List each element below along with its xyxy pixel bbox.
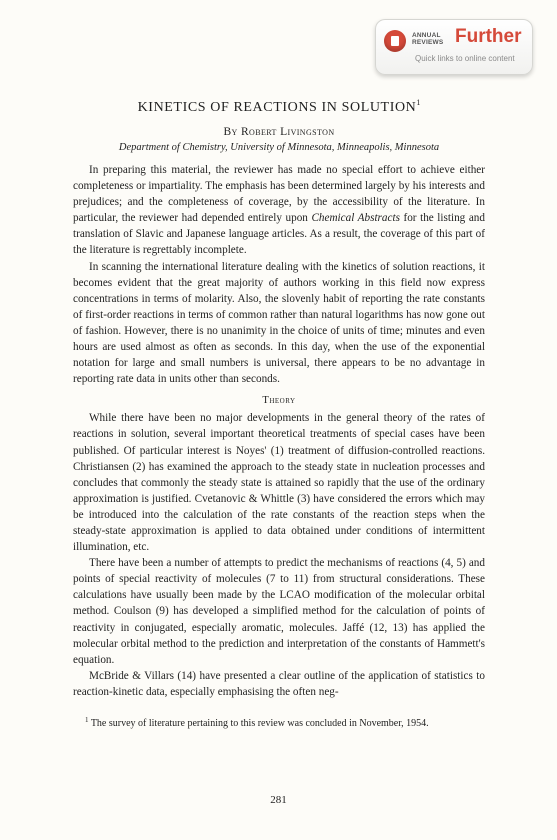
document-icon <box>384 30 406 52</box>
affiliation: Department of Chemistry, University of Minnesota, Minneapolis, Minnesota <box>118 142 440 153</box>
title-footnote-mark: 1 <box>416 98 421 107</box>
p1-text-a: In preparing this material, the reviewer has made no special effort to achieve either completeness or impartiality. The emphasis has been determined largely by his interests and prejudices; and the completeness of coverage, by the accessibility of the literature. In particular, the reviewer had depended entirely upon <box>73 164 485 225</box>
article-body <box>73 94 485 731</box>
further-badge[interactable] <box>375 19 533 75</box>
badge-subtitle: Quick links to online content <box>415 54 515 63</box>
paragraph-5: McBride & Villars (14) have presented a clear outline of the application of statistics to reaction-kinetic data, especially emphasising the often neg- <box>73 669 485 698</box>
footnote-text: The survey of literature pertaining to this review was concluded in November, 1954. <box>88 718 429 729</box>
badge-label: Further <box>455 26 522 47</box>
footnote <box>73 713 485 731</box>
paragraph-4: There have been a number of attempts to predict the mechanisms of reactions (4, 5) and points of special reactivity of molecules (7 to 11) from structural considerations. These calculations have usually been made by the LCAO modification of the molecular orbital method. Coulson (9) has developed a simplified method for the calculation of points of reactivity in conjugated, especially aromatic, molecules. Jaffé (12, 13) has applied the molecular orbital method to the prediction and interpretation of the constants of Hammett's equation. <box>73 557 485 666</box>
article-title <box>73 94 485 117</box>
p1-emphasis: Chemical Abstracts <box>311 212 400 225</box>
section-heading: Theory <box>262 395 296 407</box>
p1-text-b: for the listing and translation of Slavic and Japanese language articles. As a result, the coverage of this part of the literature is regrettably incomplete. <box>73 212 485 257</box>
paragraph-2: In scanning the international literature dealing with the kinetics of solution reactions, it becomes evident that the great majority of authors working in this field now express concentrations in terms of molarity. Also, the slovenly habit of reporting the rate constants of first-order reactions in terms of common rather than natural logarithms has now gone out of fashion. However, there is no unanimity in the choice of units of time; minutes and even hours are used almost as often as seconds. In this day, when the use of the exponential notation for large and small numbers is universal, there appears to be no advantage in reporting rate data in units other than seconds. <box>73 260 485 386</box>
title-text: KINETICS OF REACTIONS IN SOLUTION <box>137 100 417 115</box>
author-line: By Robert Livingston <box>223 126 335 138</box>
footnote-mark: 1 <box>85 716 89 724</box>
badge-publisher: ANNUAL REVIEWS <box>412 32 444 46</box>
paragraph-1 <box>73 162 485 259</box>
page-number: 281 <box>270 794 287 806</box>
paragraph-3: While there have been no major developments in the general theory of the rates of reactions in solution, several important theoretical treatments of special cases have been published. Of particular interest is Noyes' (1) treatment of diffusion-controlled reactions. Christiansen (2) has examined the approach to the steady state in nucleation processes and concludes that commonly the steady state is attained so rapidly that the use of the ordinary approximation is justified. Cvetanovic & Whittle (3) have considered the errors which may be introduced into the calculation of the rate constants of the reaction steps when the steady-state approximation is applied to data obtained under conditions of intermittent illumination, etc. <box>73 412 485 554</box>
